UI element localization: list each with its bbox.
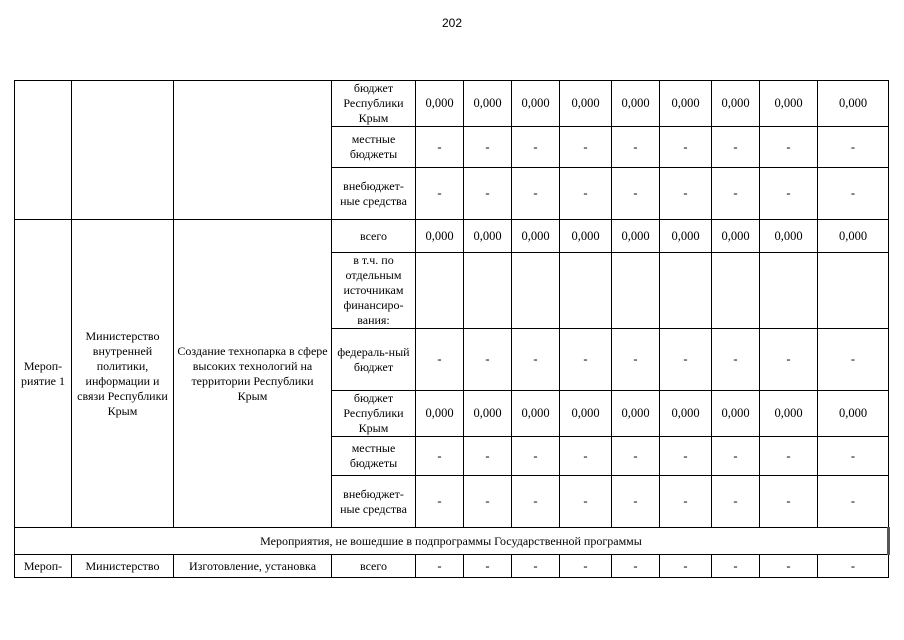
- value-cell: -: [818, 437, 889, 476]
- value-cell: -: [712, 329, 760, 391]
- value-cell: -: [660, 555, 712, 578]
- value-cell: -: [612, 127, 660, 168]
- value-cell: 0,000: [660, 391, 712, 437]
- value-cell-empty: [660, 253, 712, 329]
- value-cell: -: [416, 127, 464, 168]
- event-name-cell: Изготовление, установка: [174, 555, 332, 578]
- funding-source-cell: бюджет Республики Крым: [332, 391, 416, 437]
- value-cell: -: [760, 329, 818, 391]
- value-cell: -: [660, 329, 712, 391]
- funding-source-cell: всего: [332, 220, 416, 253]
- funding-source-cell: федераль-ный бюджет: [332, 329, 416, 391]
- value-cell: -: [760, 476, 818, 528]
- value-cell: -: [612, 437, 660, 476]
- organization-cell: Министерство: [72, 555, 174, 578]
- value-cell: 0,000: [818, 391, 889, 437]
- value-cell: -: [760, 168, 818, 220]
- value-cell: -: [660, 437, 712, 476]
- value-cell: -: [464, 168, 512, 220]
- value-cell: -: [416, 437, 464, 476]
- section-row: [15, 528, 889, 555]
- value-cell: 0,000: [464, 81, 512, 127]
- table-row: [15, 81, 889, 127]
- value-cell: 0,000: [612, 391, 660, 437]
- value-cell: -: [512, 437, 560, 476]
- value-cell: -: [818, 476, 889, 528]
- value-cell: -: [416, 168, 464, 220]
- value-cell: 0,000: [712, 391, 760, 437]
- value-cell: -: [612, 555, 660, 578]
- value-cell: 0,000: [712, 220, 760, 253]
- value-cell: -: [560, 127, 612, 168]
- value-cell-empty: [560, 253, 612, 329]
- value-cell: 0,000: [416, 81, 464, 127]
- value-cell: -: [712, 437, 760, 476]
- value-cell: -: [612, 168, 660, 220]
- value-cell: 0,000: [464, 220, 512, 253]
- value-cell: -: [464, 329, 512, 391]
- value-cell: 0,000: [818, 220, 889, 253]
- value-cell: 0,000: [712, 81, 760, 127]
- value-cell: -: [464, 437, 512, 476]
- value-cell: 0,000: [416, 391, 464, 437]
- value-cell: -: [464, 127, 512, 168]
- funding-source-cell: внебюджет-ные средства: [332, 168, 416, 220]
- value-cell: -: [712, 168, 760, 220]
- value-cell: -: [660, 168, 712, 220]
- value-cell: 0,000: [612, 81, 660, 127]
- section-title: Мероприятия, не вошедшие в подпрограммы Государственной программы: [15, 528, 889, 555]
- value-cell: -: [818, 329, 889, 391]
- page-number: 202: [441, 16, 463, 30]
- value-cell: 0,000: [612, 220, 660, 253]
- value-cell: -: [560, 437, 612, 476]
- value-cell: -: [818, 168, 889, 220]
- value-cell: 0,000: [512, 220, 560, 253]
- value-cell: -: [512, 127, 560, 168]
- value-cell: -: [612, 329, 660, 391]
- table-row: [15, 555, 889, 578]
- value-cell: -: [560, 476, 612, 528]
- value-cell: 0,000: [760, 81, 818, 127]
- value-cell: -: [612, 476, 660, 528]
- value-cell: 0,000: [416, 220, 464, 253]
- value-cell: -: [512, 168, 560, 220]
- funding-source-cell: местные бюджеты: [332, 437, 416, 476]
- budget-table: [14, 80, 890, 578]
- value-cell-empty: [512, 253, 560, 329]
- value-cell: 0,000: [660, 81, 712, 127]
- funding-source-cell: в т.ч. по отдельным источникам финансиро-вания:: [332, 253, 416, 329]
- value-cell: 0,000: [818, 81, 889, 127]
- value-cell-empty: [416, 253, 464, 329]
- event-code-cell: Мероп-: [15, 555, 72, 578]
- value-cell: -: [712, 476, 760, 528]
- value-cell: 0,000: [560, 391, 612, 437]
- funding-source-cell: внебюджет-ные средства: [332, 476, 416, 528]
- value-cell: -: [560, 329, 612, 391]
- value-cell: -: [818, 127, 889, 168]
- value-cell: -: [512, 555, 560, 578]
- value-cell-empty: [464, 253, 512, 329]
- value-cell: -: [712, 555, 760, 578]
- event-name-cell: Создание технопарка в сфере высоких технологий на территории Республики Крым: [174, 220, 332, 528]
- value-cell: 0,000: [760, 220, 818, 253]
- value-cell: 0,000: [760, 391, 818, 437]
- funding-source-cell: всего: [332, 555, 416, 578]
- organization-cell: Министерство внутренней политики, информации и связи Республики Крым: [72, 220, 174, 528]
- value-cell: 0,000: [560, 220, 612, 253]
- funding-source-cell: местные бюджеты: [332, 127, 416, 168]
- value-cell: -: [760, 555, 818, 578]
- funding-source-cell: бюджет Республики Крым: [332, 81, 416, 127]
- value-cell: 0,000: [560, 81, 612, 127]
- value-cell-empty: [818, 253, 889, 329]
- value-cell: -: [464, 476, 512, 528]
- value-cell: -: [712, 127, 760, 168]
- organization-cell: [72, 81, 174, 220]
- event-name-cell: [174, 81, 332, 220]
- value-cell: -: [464, 555, 512, 578]
- value-cell-empty: [760, 253, 818, 329]
- value-cell: 0,000: [660, 220, 712, 253]
- value-cell: -: [416, 555, 464, 578]
- value-cell: 0,000: [512, 81, 560, 127]
- value-cell: -: [760, 127, 818, 168]
- event-code-cell: [15, 81, 72, 220]
- value-cell: -: [512, 476, 560, 528]
- value-cell-empty: [612, 253, 660, 329]
- value-cell: 0,000: [464, 391, 512, 437]
- event-code-cell: Мероп-риятие 1: [15, 220, 72, 528]
- value-cell: 0,000: [512, 391, 560, 437]
- value-cell: -: [560, 168, 612, 220]
- value-cell: -: [560, 555, 612, 578]
- value-cell: -: [818, 555, 889, 578]
- value-cell-empty: [712, 253, 760, 329]
- value-cell: -: [416, 329, 464, 391]
- value-cell: -: [416, 476, 464, 528]
- value-cell: -: [760, 437, 818, 476]
- value-cell: -: [512, 329, 560, 391]
- value-cell: -: [660, 476, 712, 528]
- value-cell: -: [660, 127, 712, 168]
- table-row: [15, 220, 889, 253]
